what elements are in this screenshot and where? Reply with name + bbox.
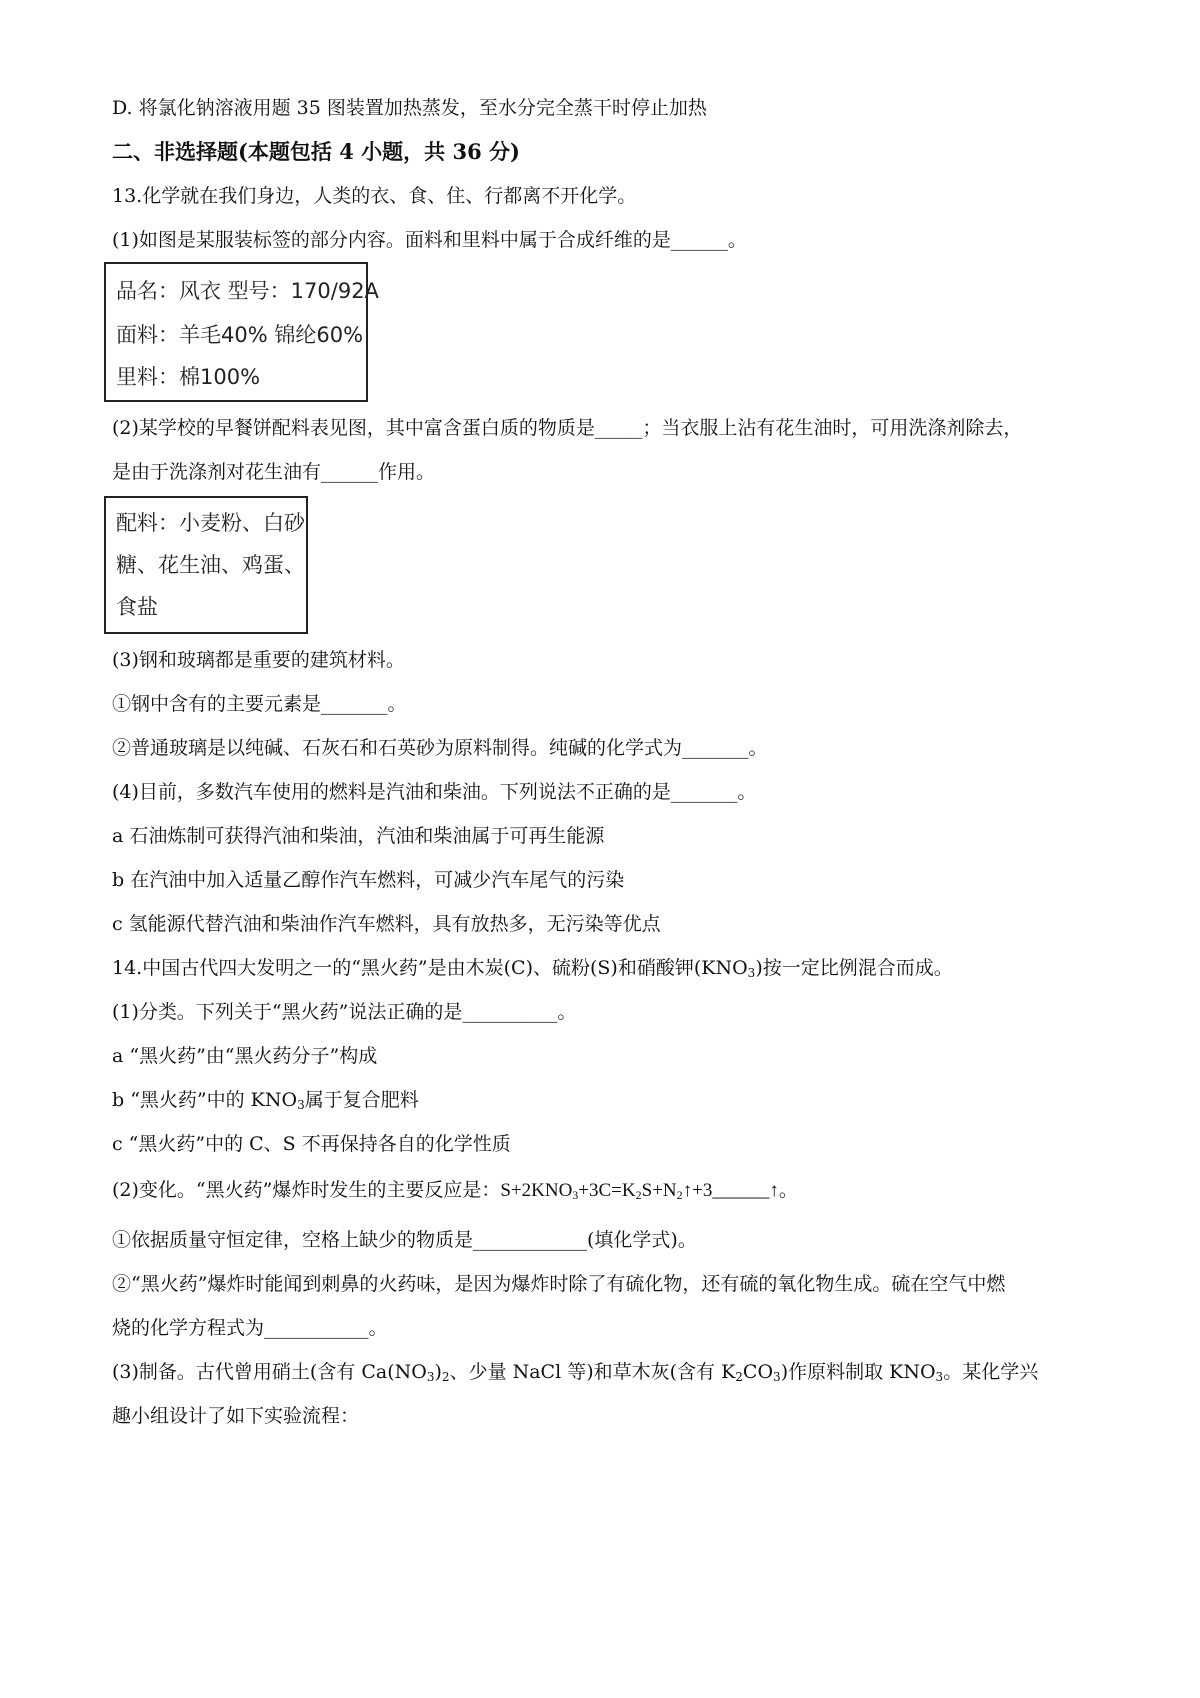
ingredient-row: 配料：小麦粉、白砂: [116, 511, 305, 535]
question-13-stem: 13.化学就在我们身边，人类的衣、食、住、行都离不开化学。: [112, 185, 637, 207]
question-14-part1: (1)分类。下列关于“黑火药”说法正确的是__________。: [112, 1001, 577, 1023]
clothing-label-row: 品名：风衣 型号：170/92A: [116, 279, 379, 303]
clothing-label-row: 面料：羊毛40% 锦纶60%: [116, 323, 364, 347]
question-13-part2: (2)某学校的早餐饼配料表见图，其中富含蛋白质的物质是_____；当衣服上沾有花生油时，可用洗涤剂除去，: [112, 417, 1023, 439]
option-b: b “黑火药”中的 $KNO_3$属于复合肥料: [112, 1089, 419, 1112]
question-14-stem: 14.中国古代四大发明之一的“黑火药”是由木炭(C)、硫粉(S)和硝酸钾$(KNO_3)$按一定比例混合而成。: [112, 957, 953, 980]
question-13-part3-1: ①钢中含有的主要元素是_______。: [112, 693, 407, 715]
reaction-equation: $S+2KNO_3+3C=K_2S+N_2↑+3\_\_\_\_\_\_↑$: [500, 1180, 779, 1202]
ingredient-box: [104, 496, 308, 634]
option-d: D. 将氯化钠溶液用题 35 图装置加热蒸发，至水分完全蒸干时停止加热: [112, 97, 707, 119]
option-c: c 氢能源代替汽油和柴油作汽车燃料，具有放热多，无污染等优点: [112, 913, 661, 935]
option-a: a “黑火药”由“黑火药分子”构成: [112, 1045, 378, 1067]
question-14-part2-2: ②“黑火药”爆炸时能闻到刺鼻的火药味，是因为爆炸时除了有硫化物，还有硫的氧化物生成。硫在空气中燃: [112, 1273, 1006, 1295]
question-13-part1: (1)如图是某服装标签的部分内容。面料和里料中属于合成纤维的是______。: [112, 229, 747, 251]
section-heading: 二、非选择题(本题包括 4 小题，共 36 分): [112, 139, 520, 164]
option-c: c “黑火药”中的 C、S 不再保持各自的化学性质: [112, 1133, 511, 1155]
option-b: b 在汽油中加入适量乙醇作汽车燃料，可减少汽车尾气的污染: [112, 869, 625, 891]
question-13-part3: (3)钢和玻璃都是重要的建筑材料。: [112, 649, 405, 671]
question-14-part2-2-cont: 烧的化学方程式为___________。: [112, 1317, 388, 1339]
ingredient-row: 食盐: [116, 595, 158, 619]
option-a: a 石油炼制可获得汽油和柴油，汽油和柴油属于可再生能源: [112, 825, 605, 847]
question-14-part3-cont: 趣小组设计了如下实验流程：: [112, 1405, 360, 1427]
question-13-part4: (4)目前，多数汽车使用的燃料是汽油和柴油。下列说法不正确的是_______。: [112, 781, 757, 803]
question-13-part3-2: ②普通玻璃是以纯碱、石灰石和石英砂为原料制得。纯碱的化学式为_______。: [112, 737, 768, 759]
question-14-part3: (3)制备。古代曾用硝土(含有 $Ca(NO_3)_2$、少量 NaCl 等)和草木灰(含有 $K_2CO_3$)作原料制取 $KNO_3$。某化学兴: [112, 1361, 1039, 1384]
clothing-label-row: 里料：棉100%: [116, 365, 261, 389]
question-13-part2-cont: 是由于洗涤剂对花生油有______作用。: [112, 461, 436, 483]
question-14-part2-1: ①依据质量守恒定律，空格上缺少的物质是____________(填化学式)。: [112, 1229, 697, 1251]
clothing-label-box: [104, 262, 379, 402]
ingredient-row: 糖、花生油、鸡蛋、: [116, 553, 305, 577]
question-14-part2: (2)变化。“黑火药”爆炸时发生的主要反应是：$S+2KNO_3+3C=K_2S+N_2↑+3\_\_\_\_\_\_↑$。: [112, 1179, 798, 1202]
